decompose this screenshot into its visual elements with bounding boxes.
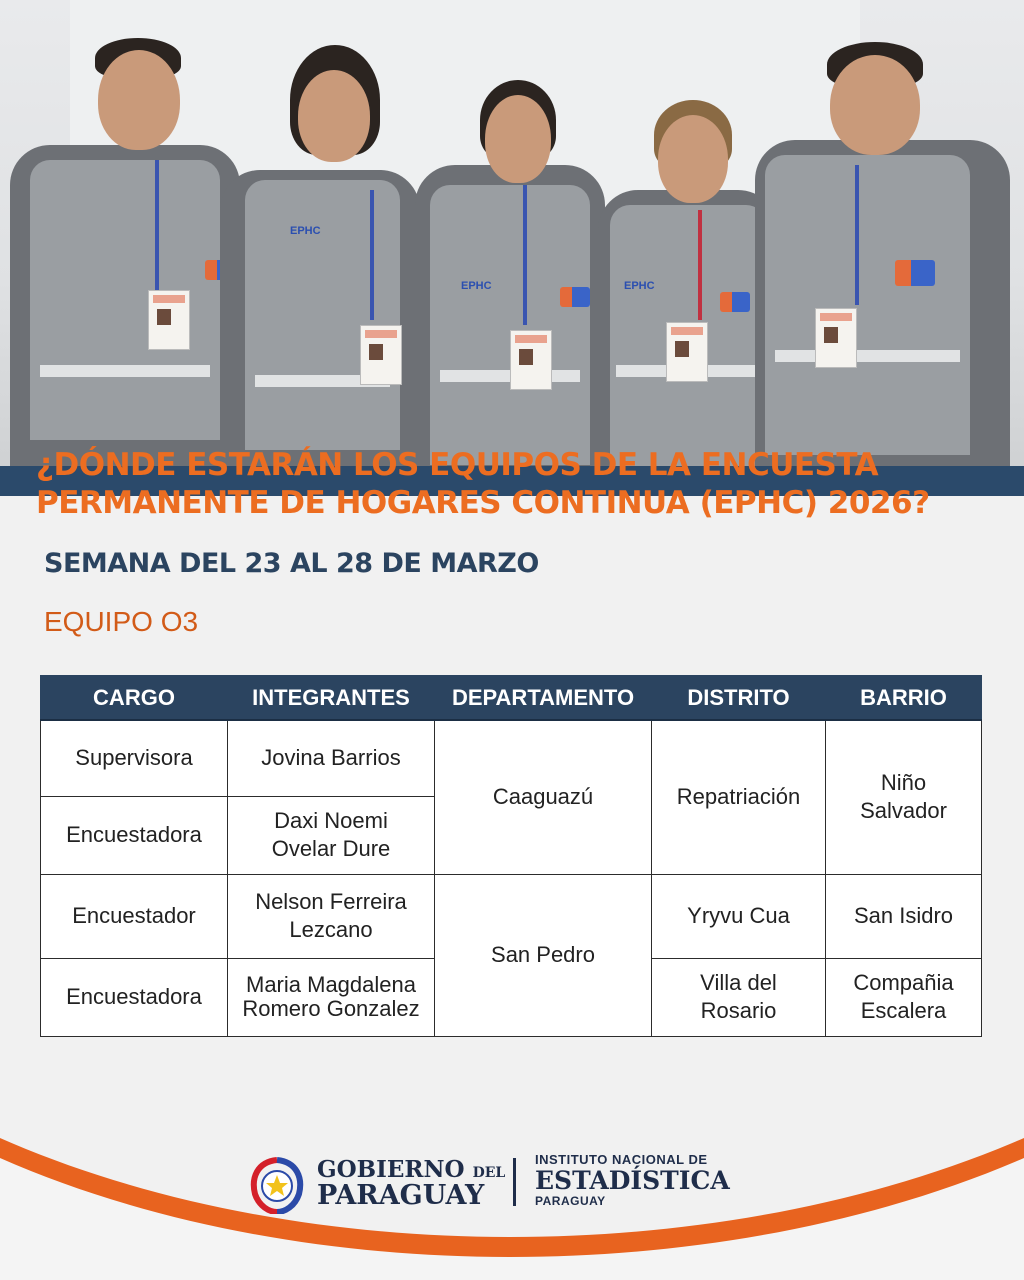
header-cargo: CARGO xyxy=(41,676,228,721)
integrante-cell: Maria Magdalena Romero Gonzalez xyxy=(228,958,435,1036)
team-member-photo-2 xyxy=(220,40,420,470)
page-title xyxy=(36,446,996,522)
del-word: DEL xyxy=(472,1165,506,1181)
week-heading: SEMANA DEL 23 AL 28 DE MARZO xyxy=(44,548,539,579)
cargo-cell: Encuestadora xyxy=(41,958,228,1036)
distrito-cell: Villa del Rosario xyxy=(652,958,826,1036)
team-member-photo-5 xyxy=(755,20,1010,470)
paraguay-word: PARAGUAY xyxy=(317,1180,485,1211)
table-row xyxy=(41,720,982,796)
integrante-cell: Daxi Noemi Ovelar Dure xyxy=(228,796,435,874)
cargo-cell: Encuestador xyxy=(41,874,228,958)
header-integrantes: INTEGRANTES xyxy=(228,676,435,721)
barrio-cell: Compañia Escalera xyxy=(826,958,982,1036)
gobierno-word: GOBIERNO xyxy=(317,1156,465,1183)
team-member-photo-3 xyxy=(415,25,605,470)
ine-line-3: PARAGUAY xyxy=(535,1194,606,1208)
schedule-table xyxy=(40,675,982,1037)
header-distrito: DISTRITO xyxy=(652,676,826,721)
header-barrio: BARRIO xyxy=(826,676,982,721)
gobierno-line xyxy=(317,1156,505,1183)
team-heading: EQUIPO O3 xyxy=(44,606,199,637)
ine-line-2: ESTADÍSTICA xyxy=(535,1166,730,1195)
footer-logos xyxy=(247,1150,787,1220)
distrito-cell: Repatriación xyxy=(652,720,826,874)
team-photo xyxy=(0,0,1024,470)
cargo-cell: Encuestadora xyxy=(41,796,228,874)
barrio-cell: San Isidro xyxy=(826,874,982,958)
logo-divider xyxy=(513,1158,516,1206)
team-member-photo-4 xyxy=(598,30,778,470)
barrio-cell: Niño Salvador xyxy=(826,720,982,874)
integrante-cell: Nelson Ferreira Lezcano xyxy=(228,874,435,958)
integrante-cell: Jovina Barrios xyxy=(228,720,435,796)
departamento-cell: San Pedro xyxy=(435,874,652,1036)
team-member-photo-1 xyxy=(10,20,240,470)
page-title-line-1: ¿DÓNDE ESTARÁN LOS EQUIPOS DE LA ENCUESTA xyxy=(36,447,879,483)
page-title-line-2: PERMANENTE DE HOGARES CONTINUA (EPHC) 2026? xyxy=(36,485,930,521)
cargo-cell: Supervisora xyxy=(41,720,228,796)
paraguay-coat-of-arms-icon xyxy=(247,1156,307,1214)
vest-logo-text: EPHC xyxy=(290,225,321,237)
ine-line-1: INSTITUTO NACIONAL DE xyxy=(535,1152,708,1167)
vest-logo-text: EPHC xyxy=(624,280,655,292)
distrito-cell: Yryvu Cua xyxy=(652,874,826,958)
vest-logo-text: EPHC xyxy=(461,280,492,292)
table-row xyxy=(41,874,982,958)
table-header-row xyxy=(41,676,982,721)
header-departamento: DEPARTAMENTO xyxy=(435,676,652,721)
departamento-cell: Caaguazú xyxy=(435,720,652,874)
